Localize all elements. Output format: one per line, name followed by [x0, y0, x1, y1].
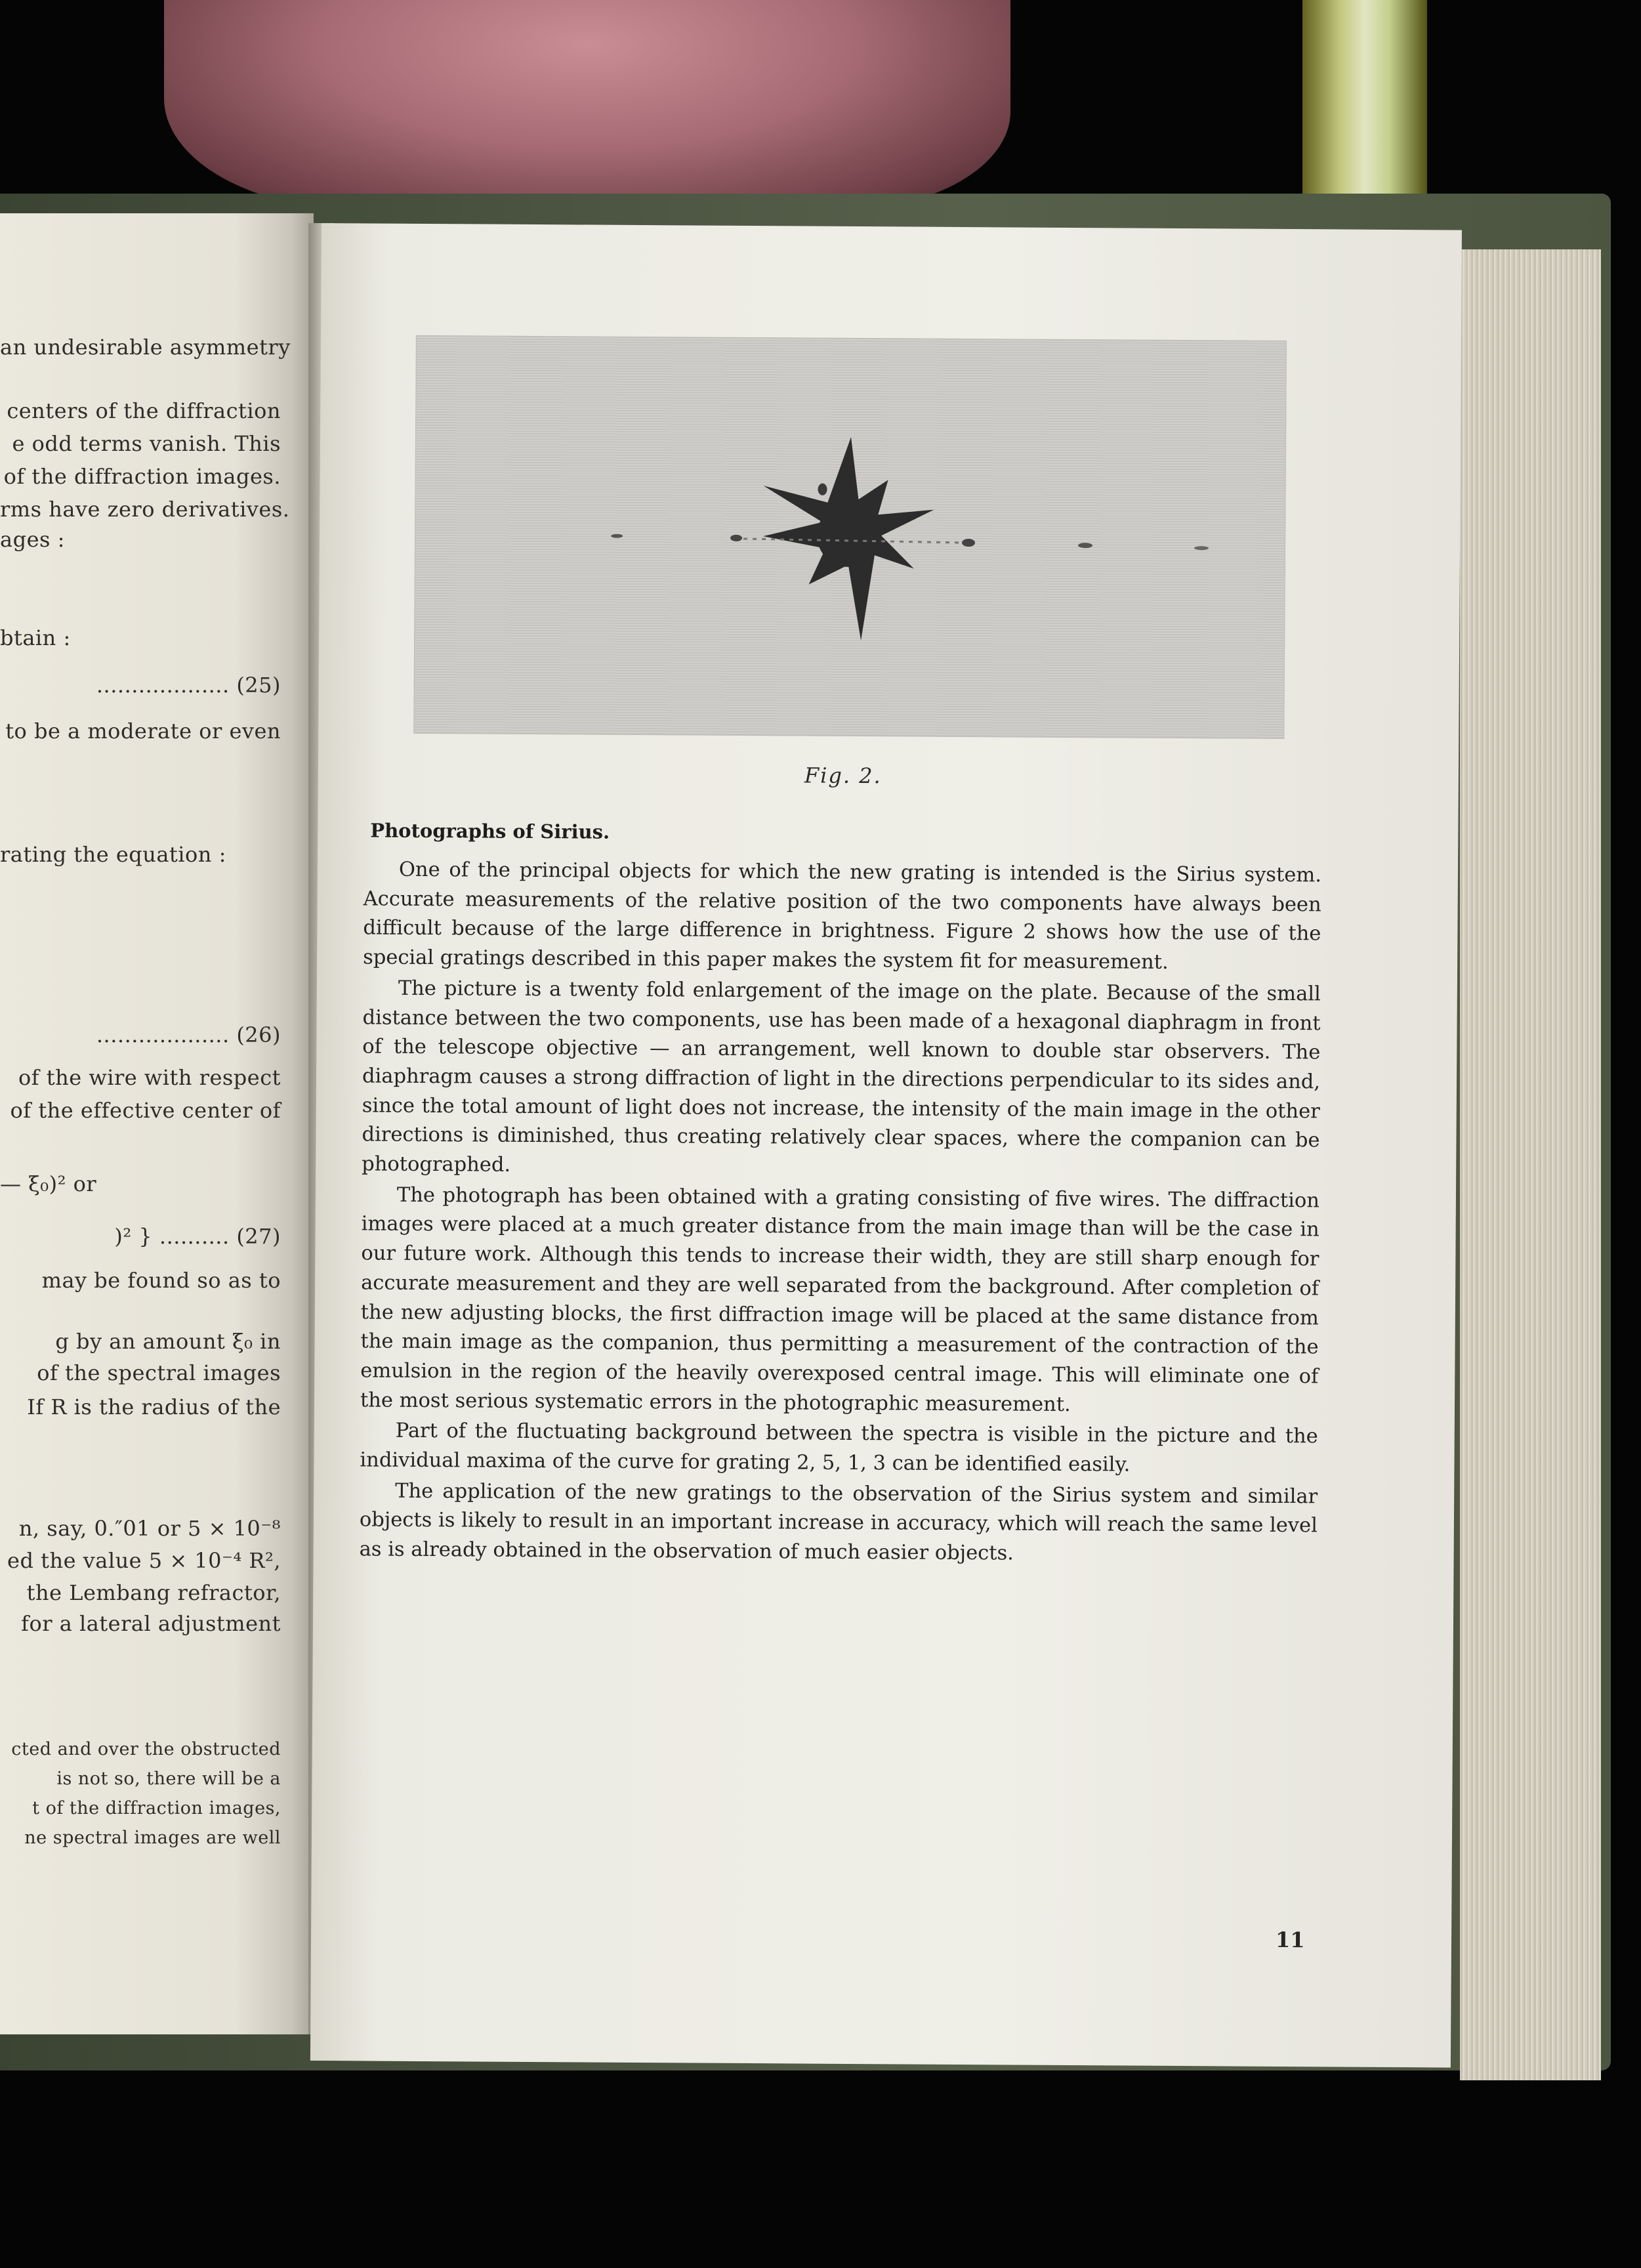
footnote-line: is not so, there will be a [56, 1769, 281, 1789]
left-line: may be found so as to [41, 1268, 281, 1293]
left-line: If R is the radius of the [27, 1395, 281, 1419]
finger [164, 0, 1010, 210]
left-line: n, say, 0.″01 or 5 × 10⁻⁸ [18, 1516, 281, 1541]
left-line: of the wire with respect [18, 1065, 281, 1090]
left-line: centers of the diffraction [7, 398, 281, 423]
central-star [762, 436, 934, 641]
footnote-line: ne spectral images are well [24, 1828, 281, 1848]
right-page [310, 223, 1462, 2068]
diffraction-star-image [414, 336, 1286, 738]
left-line: rms have zero derivatives. [0, 497, 290, 522]
left-line: of the diffraction images. [3, 464, 281, 489]
left-line: of the spectral images [37, 1360, 281, 1385]
diffraction-image [962, 539, 975, 547]
body-text [360, 855, 1322, 1572]
left-line: ages : [0, 527, 65, 552]
equation-fragment: — ξ₀)² or [0, 1171, 97, 1196]
page-edges [1460, 249, 1601, 2080]
diffraction-image [611, 534, 623, 538]
diffraction-image [1078, 543, 1092, 548]
paragraph: The application of the new gratings to the observation of the Sirius system and similar objects is likely to result in an important increase in accuracy, which will reach the same level as is already obtained in the observation of much easier objects. [359, 1479, 1318, 1565]
equation-number: )² } .......... (27) [114, 1224, 281, 1249]
footnote-line: t of the diffraction images, [32, 1798, 281, 1818]
paragraph: Part of the fluctuating background between the spectra is visible in the picture and the individual maxima of the curve for grating 2, 5, 1, 3 can be identified easily. [360, 1419, 1318, 1477]
equation-number: ................... (26) [96, 1022, 281, 1047]
footnote-line: cted and over the obstructed [11, 1739, 281, 1759]
left-line: for a lateral adjustment [21, 1611, 281, 1636]
left-line: of the effective center of [10, 1098, 281, 1123]
left-line: the Lembang refractor, [26, 1580, 281, 1605]
paragraph: The picture is a twenty fold enlargement of the image on the plate. Because of the small distance between the two components, use has been made of a hexagonal diaphragm in front of the telescope objective — an arrangement, well known to double star observers. The diaphragm causes a strong diffraction of light in the directions perpendicular to its sides and, since the total amount of light does not increase, the intensity of the main image in the other directions is diminished, thus creating relatively clear spaces, where the companion can be photographed. [362, 976, 1321, 1177]
left-line: e odd terms vanish. This [12, 431, 281, 456]
left-line: btain : [0, 625, 71, 650]
companion-star [818, 484, 827, 495]
left-line: an undesirable asymmetry [0, 335, 291, 360]
paragraph: The photograph has been obtained with a grating consisting of five wires. The diffraction images were placed at a much greater distance from the main image than will be the case in our future work. Although this tends to increase their width, they are still sharp enough for accurate measurement and they are well separated from the background. After completion of the new adjusting blocks, the first diffraction image will be placed at the same distance from the main image as the companion, thus permitting a measurement of the contraction of the emulsion in the region of the heavily overexposed central image. This will eliminate one of the most serious systematic errors in the photographic measurement. [360, 1183, 1320, 1416]
paragraph: One of the principal objects for which the new grating is intended is the Sirius system. Accurate measurements of the relative position of the two components have always been difficult because of the large difference in brightness. Figure 2 shows how the use of the special gratings described in this paper makes the system fit for measurement. [363, 858, 1322, 975]
left-line: ed the value 5 × 10⁻⁴ R², [7, 1548, 281, 1573]
diffraction-image [730, 535, 742, 541]
page-number: 11 [1275, 1927, 1305, 1953]
left-page [0, 213, 314, 2034]
sirius-photograph [413, 335, 1287, 739]
section-heading: Photographs of Sirius. [370, 819, 610, 843]
left-line: rating the equation : [0, 842, 226, 867]
light-streak [1302, 0, 1427, 223]
figure-caption: Fig. 2. [804, 763, 882, 789]
left-line: to be a moderate or even [5, 719, 281, 744]
diffraction-image [1194, 546, 1209, 550]
left-line: g by an amount ξ₀ in [55, 1329, 281, 1354]
equation-number: ................... (25) [96, 673, 281, 698]
